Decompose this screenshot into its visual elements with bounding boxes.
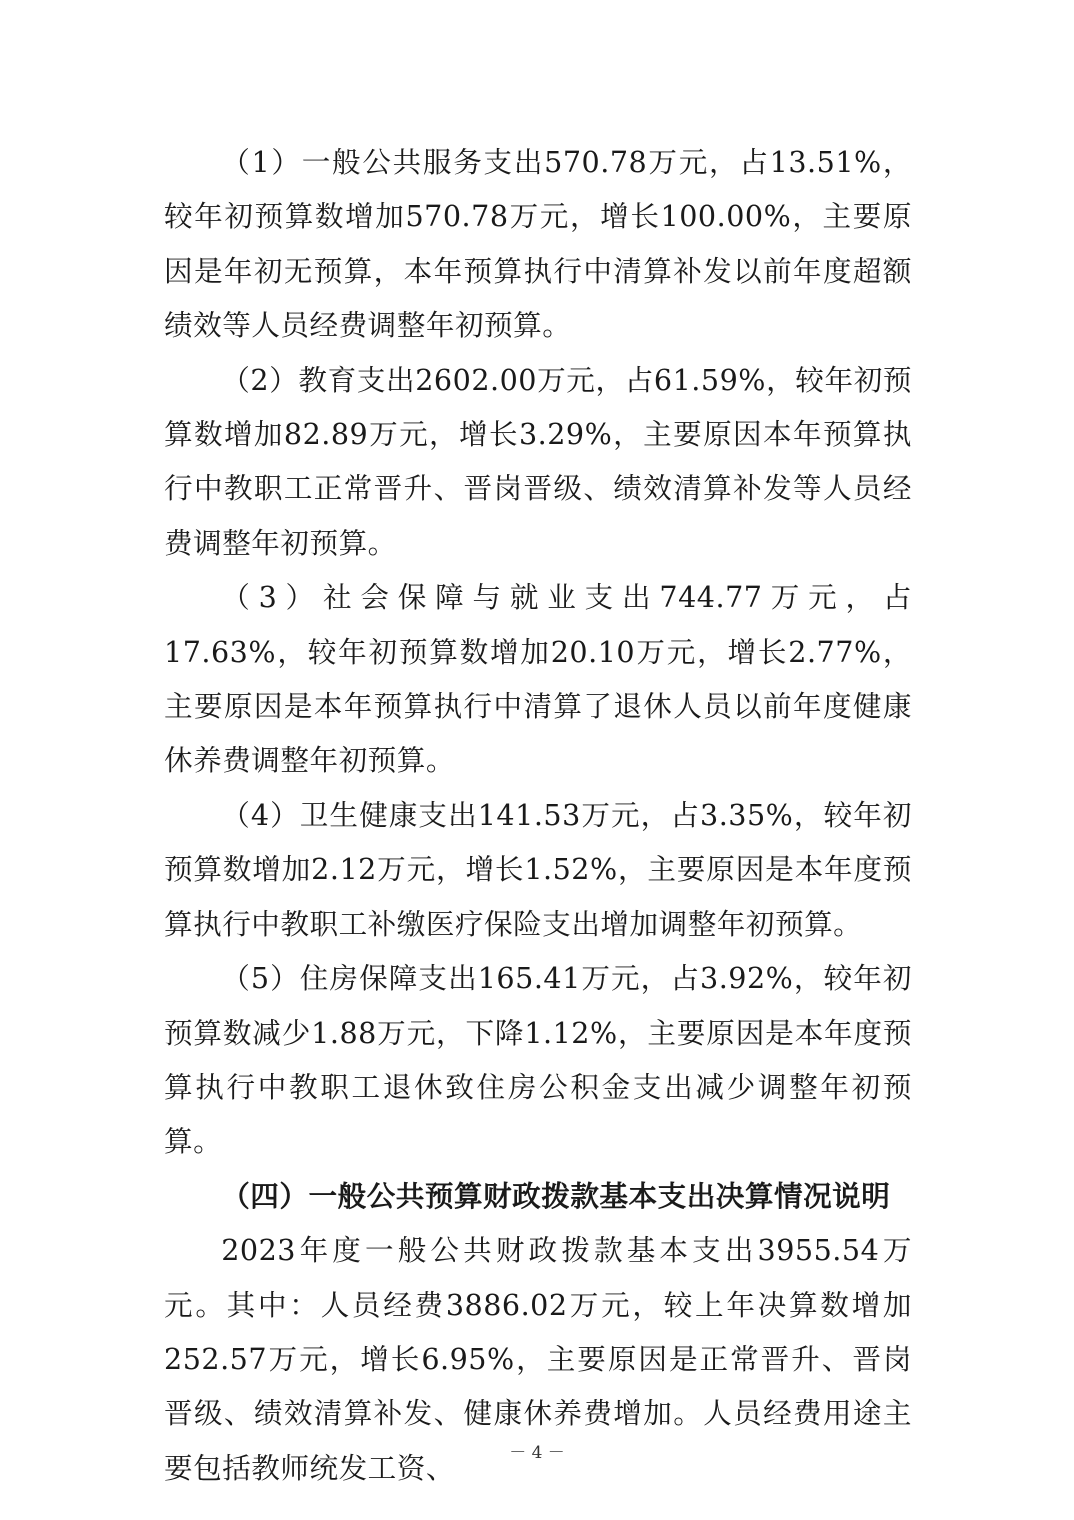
section-heading: （四）一般公共预算财政拨款基本支出决算情况说明 xyxy=(221,1178,891,1213)
paragraph-social-security: （3）社会保障与就业支出744.77万元，占17.63%，较年初预算数增加20.10万元，增长2.77%，主要原因是本年预算执行中清算了退休人员以前年度健康休养费调整年初预算。 xyxy=(164,580,912,778)
page-number: － 4 － xyxy=(509,1443,565,1463)
paragraph-education: （2）教育支出2602.00万元，占61.59%，较年初预算数增加82.89万元，增长3.29%，主要原因本年预算执行中教职工正常晋升、晋岗晋级、绩效清算补发等人员经费调整年初预算。 xyxy=(164,362,912,560)
document-body xyxy=(164,135,912,1495)
paragraph-housing: （5）住房保障支出165.41万元，占3.92%，较年初预算数减少1.88万元，下降1.12%，主要原因是本年度预算执行中教职工退休致住房公积金支出减少调整年初预算。 xyxy=(164,961,912,1159)
paragraph-health: （4）卫生健康支出141.53万元，占3.35%，较年初预算数增加2.12万元，增长1.52%，主要原因是本年度预算执行中教职工补缴医疗保险支出增加调整年初预算。 xyxy=(164,797,912,941)
paragraph-basic-expenditure: 2023年度一般公共财政拨款基本支出3955.54万元。其中：人员经费3886.02万元，较上年决算数增加252.57万元，增长6.95%，主要原因是正常晋升、晋岗晋级、绩效清算补发、健康休养费增加。人员经费用途主要包括教师统发工资、 xyxy=(164,1233,912,1485)
paragraph-general-public-services: （1）一般公共服务支出570.78万元，占13.51%，较年初预算数增加570.78万元，增长100.00%，主要原因是年初无预算，本年预算执行中清算补发以前年度超额绩效等人员经费调整年初预算。 xyxy=(164,145,912,343)
